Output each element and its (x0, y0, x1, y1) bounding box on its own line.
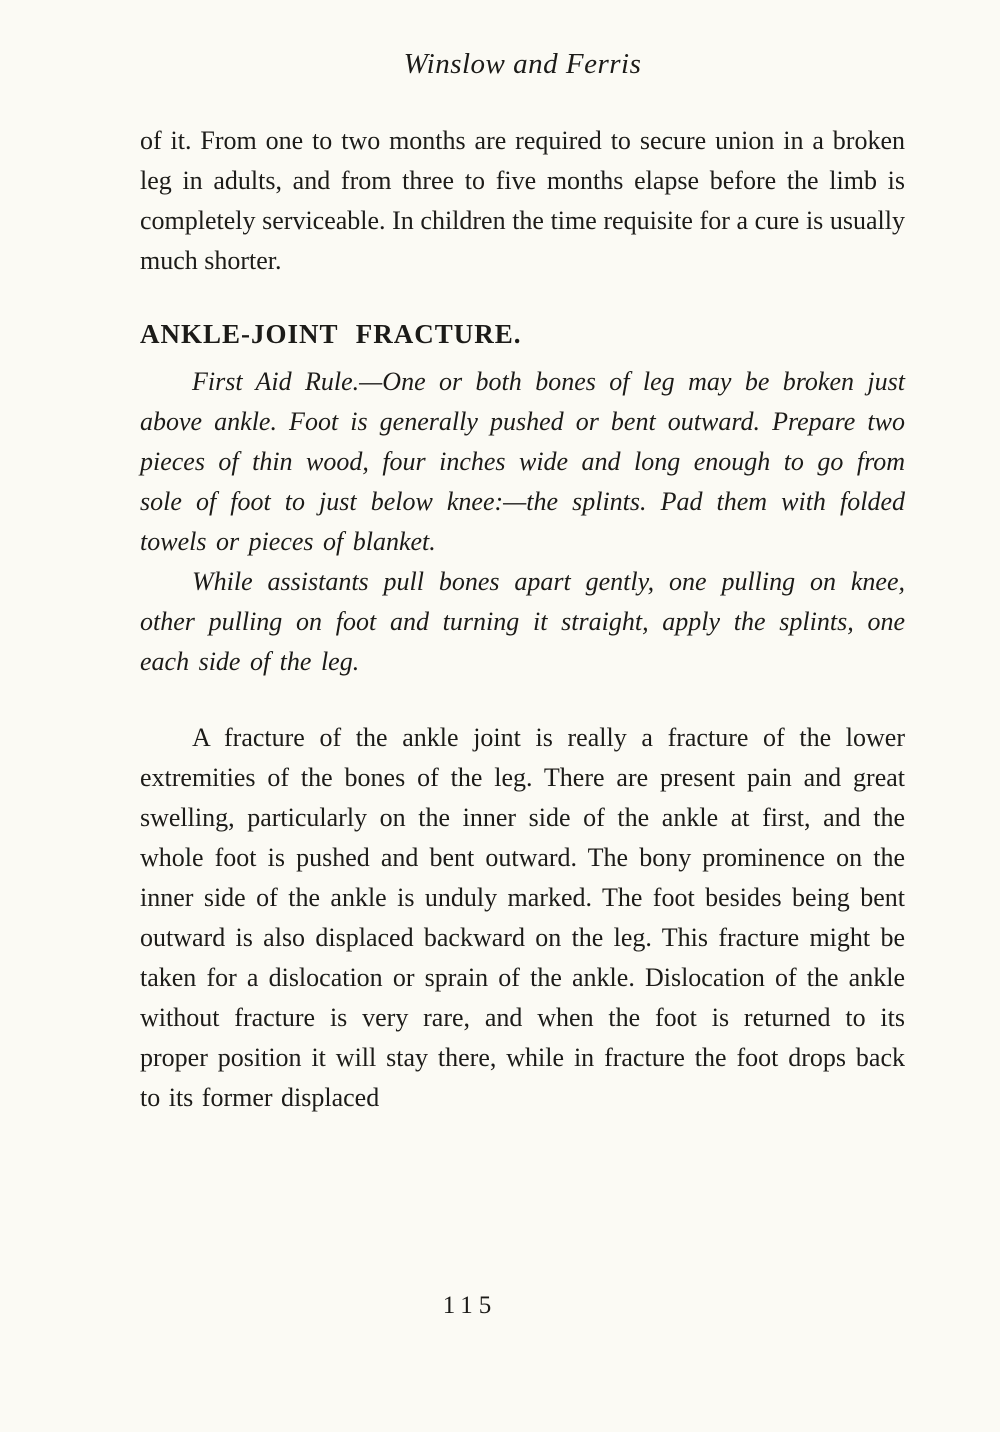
running-header: Winslow and Ferris (403, 48, 642, 80)
first-aid-rule-paragraph-1: First Aid Rule.—One or both bones of leg may be broken just above ankle. Foot is generally pushed or bent outward. Prepare two pieces of thin wood, four inches wide and long enough to go from sole of foot to just below knee:—the splints. Pad them with folded towels or pieces of blanket. (140, 367, 905, 556)
intro-paragraph: of it. From one to two months are required to secure union in a broken leg in adults, and from three to five months elapse before the limb is completely serviceable. In children the time requisite for a cure is usually much shorter. (140, 126, 905, 275)
page-number: 115 (442, 1292, 498, 1319)
section-heading: ANKLE-JOINT FRACTURE. (140, 319, 522, 349)
body-paragraph: A fracture of the ankle joint is really a fracture of the lower extremities of the bones of the leg. There are present pain and great swelling, particularly on the inner side of the ankle at first, and the whole foot is pushed and bent outward. The bony prominence on the inner side of the ankle is unduly marked. The foot besides being bent outward is also displaced backward on the leg. This fracture might be taken for a dislocation or sprain of the ankle. Dislocation of the ankle without fracture is very rare, and when the foot is returned to its proper position it will stay there, while in fracture the foot drops back to its former displaced (140, 723, 905, 1112)
first-aid-rule-paragraph-2: While assistants pull bones apart gently, one pulling on knee, other pulling on foot and turning it straight, apply the splints, one each side of the leg. (140, 567, 905, 676)
